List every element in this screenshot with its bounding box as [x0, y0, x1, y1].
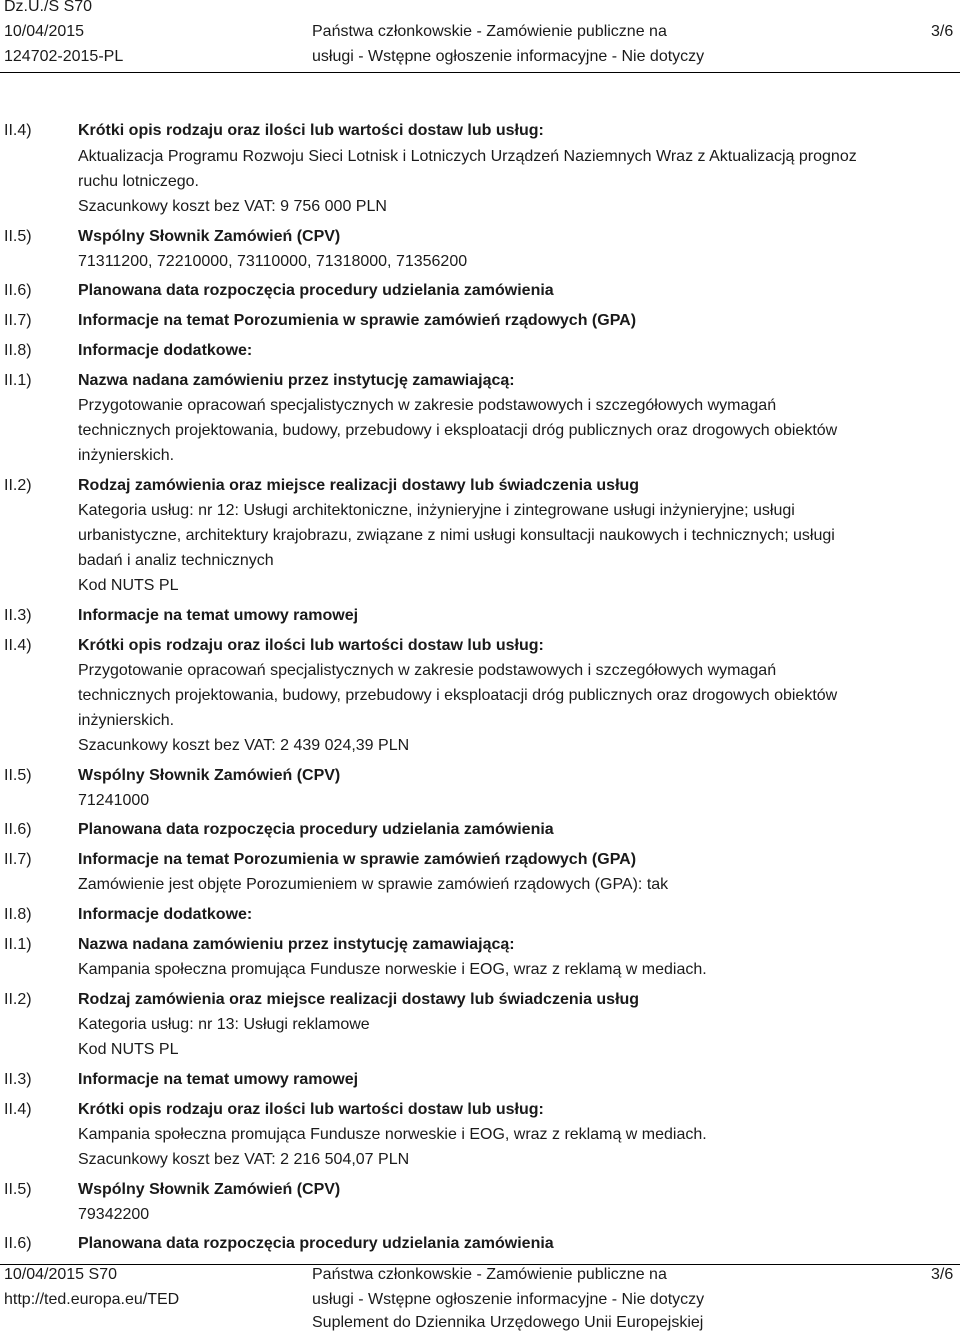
section-text: inżynierskich.: [78, 447, 175, 464]
section-heading: Informacje na temat umowy ramowej: [78, 607, 359, 624]
section-text: Aktualizacja Programu Rozwoju Sieci Lotnisk i Lotniczych Urządzeń Naziemnych Wraz z Aktualizacją prognoz: [78, 148, 857, 165]
section-text: ruchu lotniczego.: [78, 173, 199, 190]
section-heading: Wspólny Słownik Zamówień (CPV): [78, 1181, 341, 1198]
section-number: II.1): [4, 372, 32, 389]
section-number: II.4): [4, 637, 32, 654]
section-heading: Krótki opis rodzaju oraz ilości lub wartości dostaw lub usług:: [78, 1101, 544, 1118]
section-number: II.8): [4, 906, 32, 923]
section-number: II.4): [4, 122, 32, 139]
section-text: technicznych projektowania, budowy, przebudowy i eksploatacji dróg publicznych oraz drogowych obiektów: [78, 422, 838, 439]
section-number: II.2): [4, 991, 32, 1008]
section-heading: Planowana data rozpoczęcia procedury udzielania zamówienia: [78, 821, 554, 838]
section-heading: Planowana data rozpoczęcia procedury udzielania zamówienia: [78, 282, 554, 299]
section-text: Przygotowanie opracowań specjalistycznych w zakresie podstawowych i szczegółowych wymagań: [78, 397, 777, 414]
section-heading: Informacje na temat Porozumienia w sprawie zamówień rządowych (GPA): [78, 312, 637, 329]
footer-title-line3: Suplement do Dziennika Urzędowego Unii Europejskiej: [312, 1314, 704, 1331]
section-heading: Informacje dodatkowe:: [78, 906, 253, 923]
section-text: 71241000: [78, 792, 150, 809]
section-text: Kampania społeczna promująca Fundusze norweskie i EOG, wraz z reklamą w mediach.: [78, 1126, 707, 1143]
header-date: 10/04/2015: [4, 23, 85, 40]
header-title-line1: Państwa członkowskie - Zamówienie publiczne na: [312, 23, 667, 40]
section-text: Kategoria usług: nr 12: Usługi architektoniczne, inżynieryjne i zintegrowane usługi inżynieryjne; usługi: [78, 502, 795, 519]
footer-url[interactable]: http://ted.europa.eu/TED: [4, 1291, 180, 1308]
section-heading: Krótki opis rodzaju oraz ilości lub wartości dostaw lub usług:: [78, 122, 544, 139]
section-heading: Wspólny Słownik Zamówień (CPV): [78, 767, 341, 784]
header-page-number: 3/6: [931, 23, 954, 40]
section-number: II.7): [4, 312, 32, 329]
section-text: 71311200, 72210000, 73110000, 71318000, 71356200: [78, 253, 468, 270]
section-text: Szacunkowy koszt bez VAT: 2 216 504,07 PLN: [78, 1151, 410, 1168]
section-text: Szacunkowy koszt bez VAT: 9 756 000 PLN: [78, 198, 387, 215]
header-title-line2: usługi - Wstępne ogłoszenie informacyjne - Nie dotyczy: [312, 48, 705, 65]
header-rule: [0, 72, 960, 73]
section-text: Kategoria usług: nr 13: Usługi reklamowe: [78, 1016, 370, 1033]
footer-title-line2: usługi - Wstępne ogłoszenie informacyjne - Nie dotyczy: [312, 1291, 705, 1308]
section-text: badań i analiz technicznych: [78, 552, 274, 569]
section-number: II.5): [4, 1181, 32, 1198]
journal-ref: Dz.U./S S70: [4, 0, 93, 15]
section-number: II.8): [4, 342, 32, 359]
section-number: II.5): [4, 767, 32, 784]
footer-title-line1: Państwa członkowskie - Zamówienie publiczne na: [312, 1266, 667, 1283]
footer-page-number: 3/6: [931, 1266, 954, 1283]
section-heading: Informacje na temat umowy ramowej: [78, 1071, 359, 1088]
section-heading: Informacje na temat Porozumienia w sprawie zamówień rządowych (GPA): [78, 851, 637, 868]
section-heading: Rodzaj zamówienia oraz miejsce realizacji dostawy lub świadczenia usług: [78, 477, 640, 494]
section-text: Przygotowanie opracowań specjalistycznych w zakresie podstawowych i szczegółowych wymagań: [78, 662, 777, 679]
section-text: Szacunkowy koszt bez VAT: 2 439 024,39 PLN: [78, 737, 410, 754]
section-heading: Nazwa nadana zamówieniu przez instytucję zamawiającą:: [78, 372, 515, 389]
section-number: II.6): [4, 1235, 32, 1252]
section-number: II.2): [4, 477, 32, 494]
section-heading: Rodzaj zamówienia oraz miejsce realizacji dostawy lub świadczenia usług: [78, 991, 640, 1008]
section-text: technicznych projektowania, budowy, przebudowy i eksploatacji dróg publicznych oraz drogowych obiektów: [78, 687, 838, 704]
section-text: Zamówienie jest objęte Porozumieniem w sprawie zamówień rządowych (GPA): tak: [78, 876, 669, 893]
section-number: II.6): [4, 821, 32, 838]
section-text: inżynierskich.: [78, 712, 175, 729]
section-text: Kod NUTS PL: [78, 577, 179, 594]
section-number: II.3): [4, 1071, 32, 1088]
section-heading: Planowana data rozpoczęcia procedury udzielania zamówienia: [78, 1235, 554, 1252]
section-text: 79342200: [78, 1206, 150, 1223]
footer-date-ref: 10/04/2015 S70: [4, 1266, 117, 1283]
section-heading: Krótki opis rodzaju oraz ilości lub wartości dostaw lub usług:: [78, 637, 544, 654]
section-number: II.5): [4, 228, 32, 245]
section-text: Kod NUTS PL: [78, 1041, 179, 1058]
section-number: II.3): [4, 607, 32, 624]
section-text: Kampania społeczna promująca Fundusze norweskie i EOG, wraz z reklamą w mediach.: [78, 961, 707, 978]
notice-id: 124702-2015-PL: [4, 48, 124, 65]
section-number: II.7): [4, 851, 32, 868]
section-text: urbanistyczne, architektury krajobrazu, związane z nimi usługi konsultacji naukowych i technicznych; usługi: [78, 527, 835, 544]
section-heading: Nazwa nadana zamówieniu przez instytucję zamawiającą:: [78, 936, 515, 953]
section-heading: Informacje dodatkowe:: [78, 342, 253, 359]
section-heading: Wspólny Słownik Zamówień (CPV): [78, 228, 341, 245]
section-number: II.6): [4, 282, 32, 299]
section-number: II.4): [4, 1101, 32, 1118]
section-number: II.1): [4, 936, 32, 953]
